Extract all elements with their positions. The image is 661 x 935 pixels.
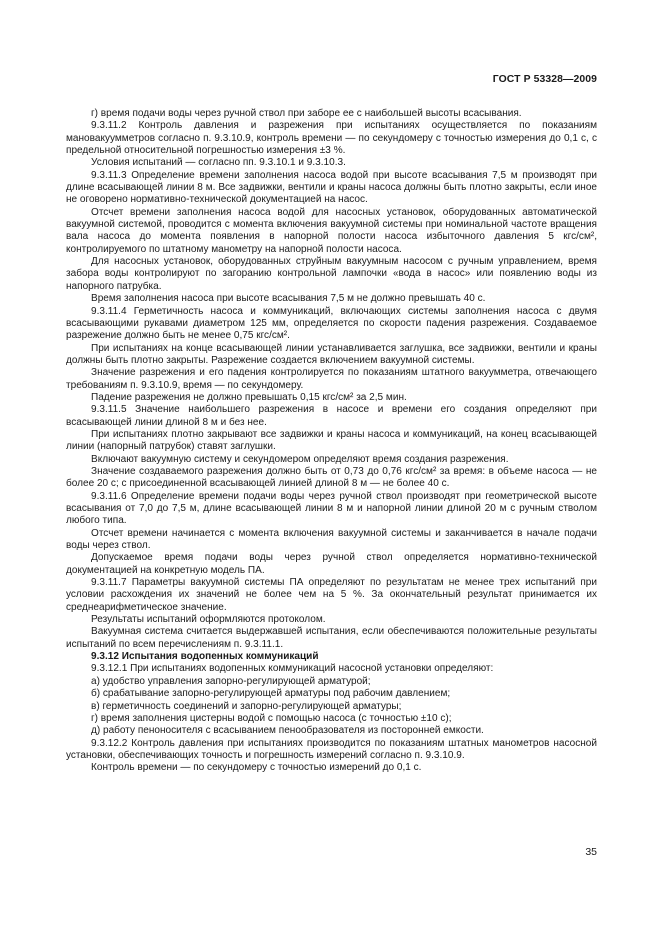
paragraph: 9.3.12.2 Контроль давления при испытаниях производится по показаниям штатных манометров насосной установки, обеспечивающих точность и погрешность измерений согласно п. 9.3.10.9. [66,737,597,761]
paragraph: Падение разрежения не должно превышать 0,15 кгс/см² за 2,5 мин. [91,391,407,403]
paragraph: Включают вакуумную систему и секундомером определяют время создания разрежения. [91,453,509,465]
paragraph: Условия испытаний — согласно пп. 9.3.10.1 и 9.3.10.3. [91,157,346,169]
paragraph: г) время подачи воды через ручной ствол при заборе ее с наибольшей высоты всасывания. [91,108,522,119]
list-item: г) время заполнения цистерны водой с помощью насоса (с точностью ±10 с); [91,712,452,724]
paragraph: Значение разрежения и его падения контролируется по показаниям штатного вакуумметра, отвечающего требованиям п. 9.3.10.9, время — по секундомеру. [66,367,597,391]
paragraph: 9.3.11.7 Параметры вакуумной системы ПА определяют по результатам не менее трех испытаний при условии расхождения их значений не более чем на 5 %. За окончательный результат принимается их среднеарифметическое значение. [66,577,597,613]
paragraph: 9.3.11.5 Значение наибольшего разрежения в насосе и времени его создания определяют при всасывающей линии длиной 8 м и без нее. [66,404,597,428]
document-body [66,108,597,775]
paragraph: 9.3.12.1 При испытаниях водопенных коммуникаций насосной установки определяют: [91,663,494,675]
paragraph: При испытаниях на конце всасывающей линии устанавливается заглушка, все задвижки, вентили и краны должны быть плотно закрыты. Разрежение создается включением вакуумной системы. [66,342,597,366]
paragraph: Значение создаваемого разрежения должно быть от 0,73 до 0,76 кгс/см² за время: в объеме насоса — не более 20 с; с присоединенной всасывающей линией длиной 8 м — не более 40 с. [66,465,597,490]
section-heading: 9.3.12 Испытания водопенных коммуникаций [91,651,319,663]
paragraph: Вакуумная система считается выдержавшей испытания, если обеспечиваются положительные результаты испытаний по всем перечислениям п. 9.3.11.1. [66,626,597,650]
paragraph: 9.3.11.4 Герметичность насоса и коммуникаций, включающих системы заполнения насоса с двумя всасывающими рукавами диаметром 125 мм, определяется по скорости падения разрежения. Создаваемое разрежение должно быть не менее 0,75 кгс/см². [66,305,597,342]
paragraph: Для насосных установок, оборудованных струйным вакуумным насосом с ручным управлением, время забора воды контролируют по загоранию контрольной лампочки «вода в насос» или появлению воды из напорного патрубка. [66,256,597,292]
list-item: д) работу пеноносителя с всасыванием пенообразователя из посторонней емкости. [91,725,484,737]
paragraph: Допускаемое время подачи воды через ручной ствол определяется нормативно-технической документацией на конкретную модель ПА. [66,552,597,576]
paragraph: 9.3.11.2 Контроль давления и разрежения при испытаниях осуществляется по показаниям мановакуумметров согласно п. 9.3.10.9, контроль времени — по секундомеру с точностью измерения до 0,1 с, с предельной относительной погрешностью измерения ±3 %. [66,120,597,157]
list-item: а) удобство управления запорно-регулирующей арматурой; [91,675,371,687]
list-item: б) срабатывание запорно-регулирующей арматуры под рабочим давлением; [91,688,451,700]
paragraph: Контроль времени — по секундомеру с точностью измерений до 0,1 с. [91,762,422,774]
document-header: ГОСТ Р 53328—2009 [492,74,597,85]
paragraph: При испытаниях плотно закрывают все задвижки и краны насоса и коммуникаций, на конец всасывающей линии (напорный патрубок) ставят заглушки. [66,428,597,453]
paragraph: 9.3.11.6 Определение времени подачи воды через ручной ствол производят при геометрической высоте всасывания от 7,0 до 7,5 м, длине всасывающей линии 8 м и напорной линии длиной 20 м с ручным стволом любого типа. [66,490,597,527]
page-number: 35 [585,846,597,858]
paragraph: Результаты испытаний оформляются протоколом. [91,614,326,626]
paragraph: 9.3.11.3 Определение времени заполнения насоса водой при высоте всасывания 7,5 м производят при длине всасывающей линии 8 м. Все задвижки, вентили и краны насоса должны быть плотно закрыты, если иное не оговорено нормативно-технической документацией на насос. [66,169,597,206]
paragraph: Отсчет времени заполнения насоса водой для насосных установок, оборудованных автоматической вакуумной системой, проводится с момента включения вакуумной системы при номинальной частоте вращения вала насоса до момента появления в напорной полости насоса избыточного давления 5 кгс/см², контролируемого по штатному манометру на напорной полости насоса. [66,206,597,255]
paragraph: Отсчет времени начинается с момента включения вакуумной системы и заканчивается в начале подачи воды через ствол. [66,527,597,552]
list-item: в) герметичность соединений и запорно-регулирующей арматуры; [91,700,402,712]
paragraph: Время заполнения насоса при высоте всасывания 7,5 м не должно превышать 40 с. [91,293,486,305]
